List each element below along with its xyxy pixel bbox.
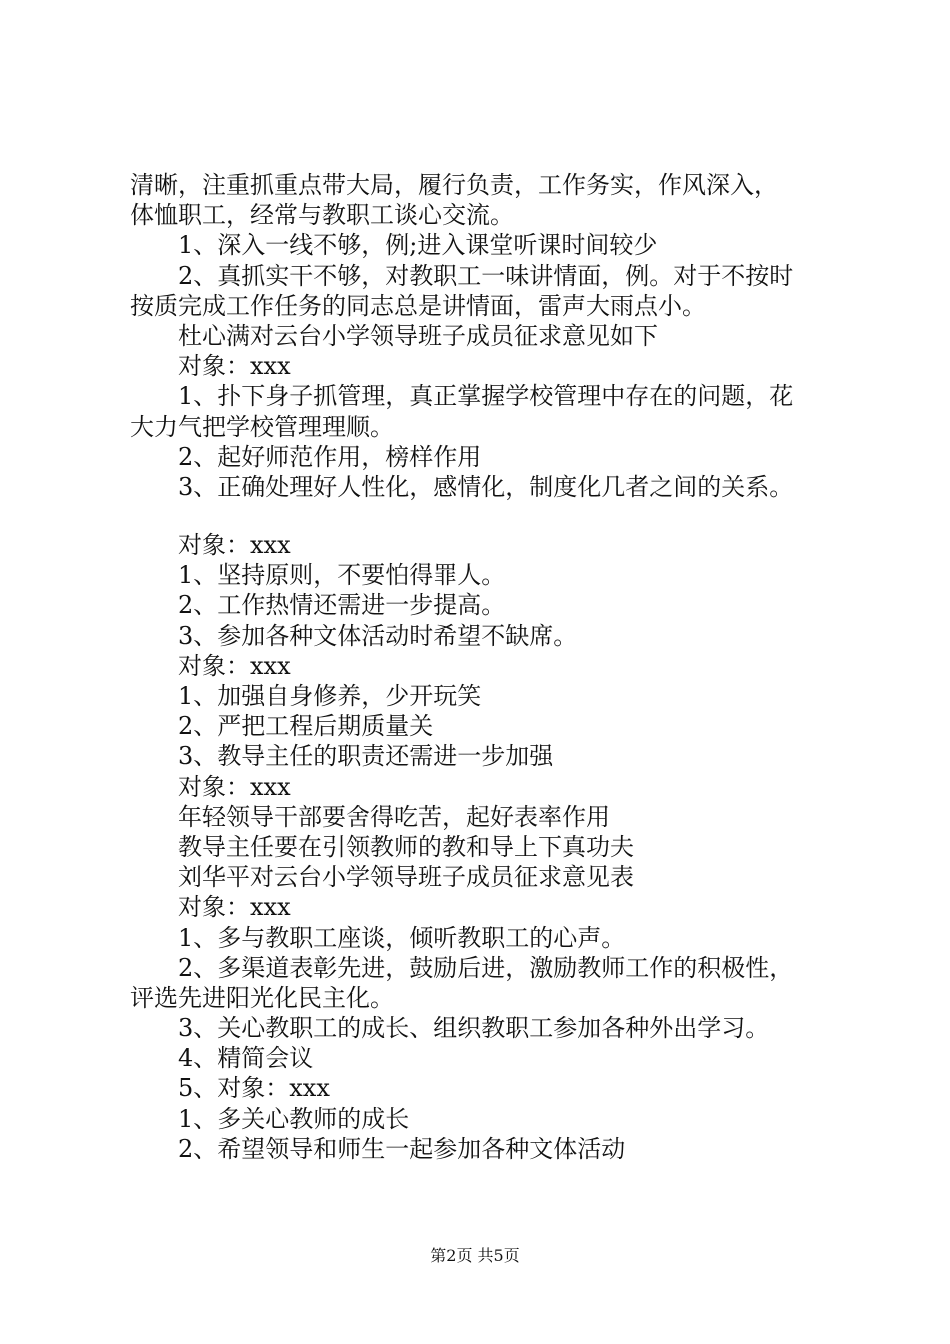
text-line: 清晰，注重抓重点带大局，履行负责，工作务实，作风深入， xyxy=(130,171,778,199)
text-line: 教导主任要在引领教师的教和导上下真功夫 xyxy=(178,832,634,861)
text-line: 大力气把学校管理理顺。 xyxy=(130,412,394,441)
text-line: 年轻领导干部要舍得吃苦，起好表率作用 xyxy=(178,802,610,831)
section-heading: 杜心满对云台小学领导班子成员征求意见如下 xyxy=(178,321,658,350)
text-line: 4、精简会议 xyxy=(178,1044,314,1073)
text-line: 2、希望领导和师生一起参加各种文体活动 xyxy=(178,1134,626,1163)
subject-label: 5、对象：xxx xyxy=(178,1074,330,1103)
paragraph-gap xyxy=(130,502,830,530)
subject-label: 对象：xxx xyxy=(178,352,291,381)
text-line: 1、多与教职工座谈，倾听教职工的心声。 xyxy=(178,923,626,952)
text-line: 2、严把工程后期质量关 xyxy=(178,712,434,741)
text-line: 3、正确处理好人性化，感情化，制度化几者之间的关系。 xyxy=(178,472,794,501)
subject-label: 对象：xxx xyxy=(178,651,291,680)
text-line: 按质完成工作任务的同志总是讲情面，雷声大雨点小。 xyxy=(130,291,706,320)
subject-label: 对象：xxx xyxy=(178,531,291,560)
document-body xyxy=(130,170,830,1164)
text-line: 1、加强自身修养，少开玩笑 xyxy=(178,682,482,710)
text-line: 1、扑下身子抓管理，真正掌握学校管理中存在的问题，花 xyxy=(178,382,794,411)
subject-label: 对象：xxx xyxy=(178,893,291,922)
page-number-footer: 第2页 共5页 xyxy=(430,1246,520,1265)
text-line: 评选先进阳光化民主化。 xyxy=(130,983,394,1012)
text-line: 1、深入一线不够，例;进入课堂听课时间较少 xyxy=(178,231,658,260)
text-line: 3、参加各种文体活动时希望不缺席。 xyxy=(178,621,578,650)
text-line: 2、多渠道表彰先进，鼓励后进，激励教师工作的积极性， xyxy=(178,953,794,982)
text-line: 2、真抓实干不够，对教职工一味讲情面，例。对于不按时 xyxy=(178,261,794,290)
section-heading: 刘华平对云台小学领导班子成员征求意见表 xyxy=(178,863,634,892)
text-line: 3、教导主任的职责还需进一步加强 xyxy=(178,742,554,771)
text-line: 3、关心教职工的成长、组织教职工参加各种外出学习。 xyxy=(178,1014,770,1043)
text-line: 1、多关心教师的成长 xyxy=(178,1104,410,1133)
text-line: 2、工作热情还需进一步提高。 xyxy=(178,591,506,620)
text-line: 2、起好师范作用，榜样作用 xyxy=(178,442,482,471)
text-line: 体恤职工，经常与教职工谈心交流。 xyxy=(130,201,514,230)
text-line: 1、坚持原则，不要怕得罪人。 xyxy=(178,561,506,590)
subject-label: 对象：xxx xyxy=(178,772,291,801)
